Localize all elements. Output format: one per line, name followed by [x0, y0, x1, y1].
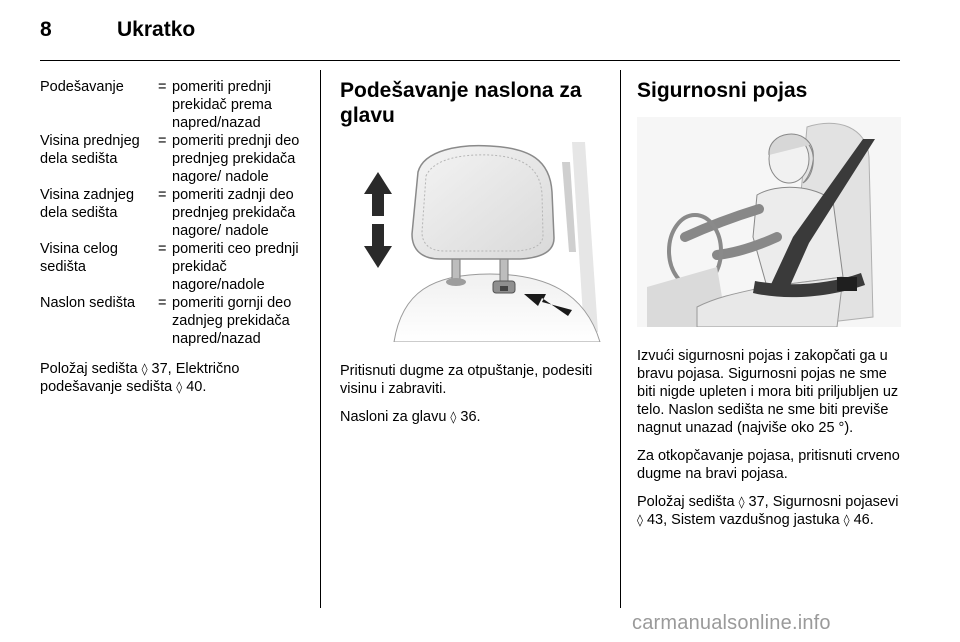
def-value: pomeriti ceo prednji prekidač nagore/nadole — [172, 241, 299, 293]
ref-text: Nasloni za glavu — [340, 409, 451, 425]
page-section-title: Ukratko — [117, 18, 196, 41]
def-equals: = — [158, 241, 167, 257]
page-ref-icon: ◊ — [637, 513, 643, 527]
headrest-illustration — [340, 142, 602, 342]
ref-text[interactable]: 43, Sistem vazdušnog jastuka — [642, 512, 844, 528]
def-value: pomeriti prednji prekidač prema napred/nazad — [172, 79, 272, 131]
def-equals: = — [158, 187, 167, 203]
seat-belt-references — [637, 493, 901, 529]
table-row — [40, 294, 312, 348]
page-ref-icon: ◊ — [450, 410, 457, 424]
def-term: Podešavanje — [40, 79, 124, 95]
def-term: Visina celog sedišta — [40, 241, 118, 275]
headrest-instructions: Pritisnuti dugme za otpuštanje, podesiti visinu i zabraviti. — [340, 363, 593, 397]
ref-text[interactable]: 36. — [456, 409, 481, 425]
page-ref-icon: ◊ — [843, 513, 850, 527]
seat-belt-illustration — [637, 117, 901, 327]
ref-text[interactable]: 37, Električno podešavanje sedišta — [40, 361, 240, 395]
headrest-references — [340, 408, 602, 426]
ref-text[interactable]: 40. — [182, 379, 207, 395]
page-ref-icon: ◊ — [176, 380, 183, 394]
seat-belt-instructions: Izvući sigurnosni pojas i zakopčati ga u bravu pojasa. Sigurnosni pojas ne sme biti nigde upleten i mora biti priljubljen uz telo. Naslon sedišta ne sme biti previše nagnut unazad (najviše oko 25 °). — [637, 348, 899, 436]
ref-text[interactable]: 37, Sigurnosni pojasevi — [744, 494, 899, 510]
def-term: Visina prednjeg dela sedišta — [40, 133, 140, 167]
seat-belt-heading: Sigurnosni pojas — [637, 79, 808, 102]
seat-belt-drawing — [637, 117, 901, 327]
def-term: Visina zadnjeg dela sedišta — [40, 187, 135, 221]
ref-text: Položaj sedišta — [40, 361, 142, 377]
watermark: carmanualsonline.info — [632, 612, 831, 634]
seat-belt-column — [637, 78, 901, 529]
def-equals: = — [158, 133, 167, 149]
column-divider-2 — [620, 70, 621, 608]
table-row — [40, 240, 312, 294]
seat-adjustment-column — [40, 78, 312, 396]
table-row — [40, 78, 312, 132]
def-value: pomeriti prednji deo prednjeg prekidača nagore/ nadole — [172, 133, 300, 185]
page-number: 8 — [40, 18, 52, 41]
ref-text: Položaj sedišta — [637, 494, 739, 510]
def-equals: = — [158, 79, 167, 95]
def-value: pomeriti gornji deo zadnjeg prekidača napred/nazad — [172, 295, 292, 347]
ref-text[interactable]: 46. — [849, 512, 874, 528]
headrest-heading: Podešavanje naslona za glavu — [340, 79, 582, 127]
headrest-column — [340, 78, 602, 426]
def-equals: = — [158, 295, 167, 311]
table-row — [40, 132, 312, 186]
headrest-drawing — [340, 142, 602, 342]
page-ref-icon: ◊ — [738, 495, 745, 509]
page-ref-icon: ◊ — [141, 362, 148, 376]
def-value: pomeriti zadnji deo prednjeg prekidača nagore/ nadole — [172, 187, 296, 239]
seat-references — [40, 360, 312, 396]
seat-belt-unbuckle: Za otkopčavanje pojasa, pritisnuti crveno dugme na bravi pojasa. — [637, 448, 900, 482]
def-term: Naslon sedišta — [40, 295, 136, 311]
header-rule — [40, 60, 900, 61]
table-row — [40, 186, 312, 240]
